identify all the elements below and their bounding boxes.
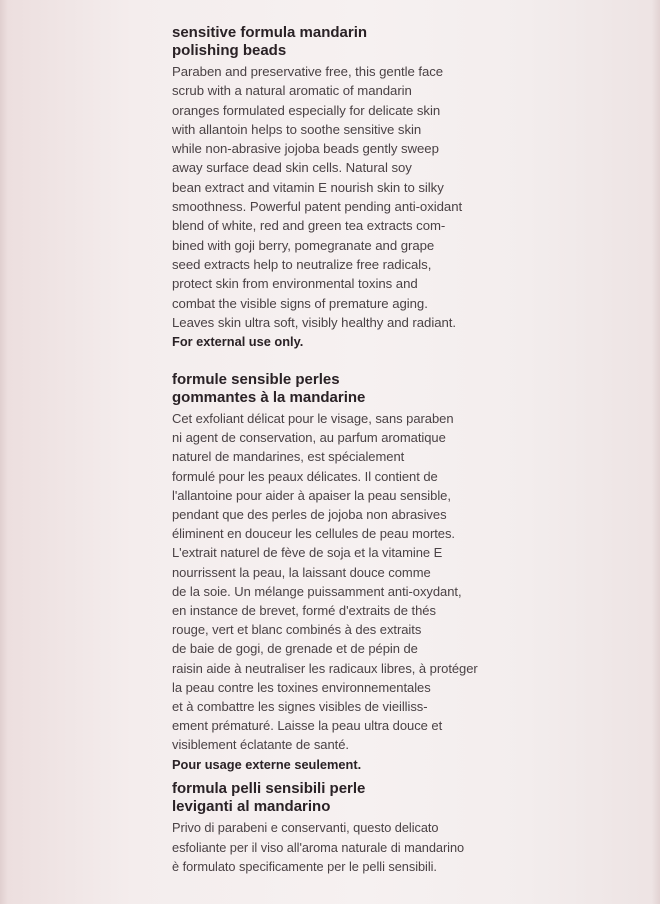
english-body-line: scrub with a natural aromatic of mandarin (172, 83, 412, 99)
italian-body-line: esfoliante per il viso all'aroma naturale di mandarino (172, 839, 465, 855)
italian-heading (172, 780, 502, 816)
english-heading-line: polishing beads (172, 42, 287, 59)
english-body-line: combat the visible signs of premature aging. (172, 295, 428, 311)
french-body-line: pendant que des perles de jojoba non abrasives (172, 507, 447, 523)
english-body-line: blend of white, red and green tea extracts com- (172, 218, 446, 234)
english-body-line: Leaves skin ultra soft, visibly healthy and radiant. (172, 314, 457, 330)
english-body-line: oranges formulated especially for delicate skin (172, 102, 441, 118)
french-heading-line: gommantes à la mandarine (172, 389, 366, 406)
french-body-line: Cet exfoliant délicat pour le visage, sans paraben (172, 411, 454, 426)
french-heading-line: formule sensible perles (172, 371, 340, 388)
english-body-line: away surface dead skin cells. Natural soy (172, 160, 412, 176)
english-body (172, 62, 502, 332)
english-body-line: while non-abrasive jojoba beads gently sweep (172, 141, 439, 157)
french-body-line: en instance de brevet, formé d'extraits de thés (172, 603, 436, 619)
english-body-line: bean extract and vitamin E nourish skin to silky (172, 179, 444, 195)
italian-body-line: è formulato specificamente per le pelli sensibili. (172, 859, 437, 874)
english-body-line: seed extracts help to neutralize free radicals, (172, 256, 432, 272)
french-body-line: la peau contre les toxines environnementales (172, 679, 431, 695)
english-usage-note: For external use only. (172, 334, 304, 350)
italian-heading-line: formula pelli sensibili perle (172, 780, 366, 797)
english-section (172, 24, 502, 351)
french-heading (172, 371, 502, 407)
french-body-line: rouge, vert et blanc combinés à des extraits (172, 622, 422, 638)
french-body-line: éliminent en douceur les cellules de peau mortes. (172, 526, 455, 542)
english-body-line: bined with goji berry, pomegranate and grape (172, 237, 435, 253)
italian-heading-line: leviganti al mandarino (172, 798, 331, 815)
english-body-line: with allantoin helps to soothe sensitive skin (172, 121, 422, 137)
french-usage-note: Pour usage externe seulement. (172, 756, 362, 772)
italian-body (172, 818, 502, 877)
french-body-line: naturel de mandarines, est spécialement (172, 449, 405, 465)
french-body (172, 409, 502, 755)
french-body-line: nourrissent la peau, la laissant douce comme (172, 564, 431, 580)
english-body-line: protect skin from environmental toxins and (172, 276, 418, 292)
french-body-line: L'extrait naturel de fève de soja et la vitamine E (172, 545, 443, 561)
french-body-line: raisin aide à neutraliser les radicaux libres, à protéger (172, 660, 478, 676)
french-body-line: ni agent de conservation, au parfum aromatique (172, 430, 446, 446)
french-body-line: l'allantoine pour aider à apaiser la peau sensible, (172, 487, 451, 503)
italian-section (172, 780, 502, 877)
french-body-line: formulé pour les peaux délicates. Il contient de (172, 468, 438, 484)
panel-edge-shadow-right (652, 0, 660, 904)
italian-body-line: Privo di parabeni e conservanti, questo delicato (172, 820, 439, 835)
english-heading-line: sensitive formula mandarin (172, 24, 368, 41)
english-heading (172, 24, 502, 60)
english-body-line: Paraben and preservative free, this gentle face (172, 64, 444, 79)
french-body-line: ement prématuré. Laisse la peau ultra douce et (172, 718, 443, 734)
french-body-line: de la soie. Un mélange puissamment anti-oxydant, (172, 583, 462, 599)
french-section (172, 371, 502, 774)
panel-edge-shadow-left (0, 0, 8, 904)
french-body-line: et à combattre les signes visibles de vieilliss- (172, 699, 428, 715)
french-body-line: de baie de gogi, de grenade et de pépin de (172, 641, 418, 657)
french-body-line: visiblement éclatante de santé. (172, 737, 349, 753)
english-body-line: smoothness. Powerful patent pending anti-oxidant (172, 199, 463, 215)
